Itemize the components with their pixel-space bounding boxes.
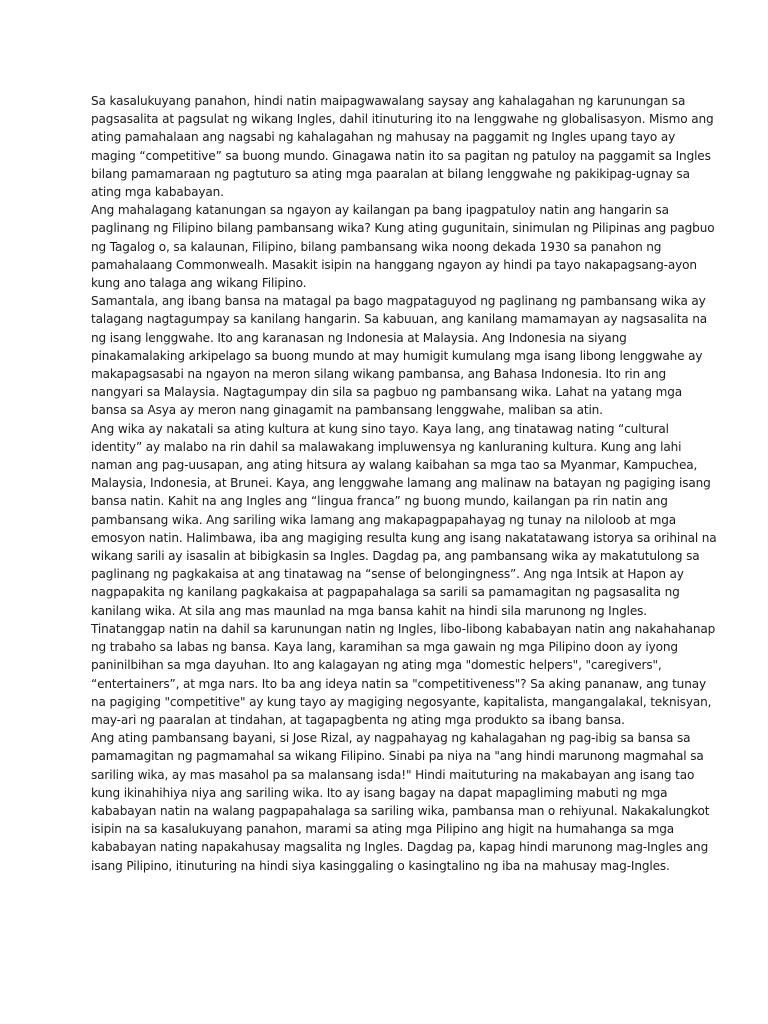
text-line: bansa natin. Kahit na ang Ingles ang “lingua franca” ng buong mundo, kailangan pa rin natin ang — [91, 494, 668, 509]
paragraph-3 — [91, 292, 708, 419]
text-line: nangyari sa Malaysia. Nagtagumpay din sila sa pagbuo ng pambansang wika. Lahat na yatang mga — [91, 385, 683, 400]
text-line: “entertainers”, at mga nars. Ito ba ang ideya natin sa "competitiveness"? Sa aking pananaw, ang tunay — [91, 676, 706, 691]
paragraph-2 — [91, 201, 715, 292]
text-line: may-ari ng paaralan at tindahan, at tagapagbenta ng ating mga produkto sa ibang bansa. — [91, 712, 625, 727]
text-line: bilang pamamaraan ng pagtuturo sa ating mga paaralan at bilang lenggwahe ng pakikipag-ugnay sa — [91, 166, 690, 181]
document-body — [91, 92, 717, 875]
text-line: kababayan natin na walang pagpapahalaga sa sariling wika, pambansa man o rehiyunal. Nakakalungkot — [91, 803, 710, 818]
text-line: nagpapakita ng kanilang pagkakaisa at pagpapahalaga sa sarili sa pamamagitan ng pagsasalita ng — [91, 585, 680, 600]
text-line: paglinang ng pagkakaisa at ang tinatawag na “sense of belongingness”. Ang nga Intsik at Hapon ay — [91, 567, 684, 582]
text-line: emosyon natin. Halimbawa, iba ang magiging resulta kung ang isang nakatatawang istorya sa orihinal na — [91, 530, 717, 545]
text-line: pinakamalaking arkipelago sa buong mundo at may humigit kumulang mga isang libong lenggwahe ay — [91, 348, 703, 363]
text-line: ating mga kababayan. — [91, 185, 224, 200]
text-line: maging “competitive” sa buong mundo. Ginagawa natin ito sa pagitan ng patuloy na paggamit sa Ingles — [91, 148, 711, 163]
text-line: isipin na sa kasalukuyang panahon, marami sa ating mga Pilipino ang higit na humahanga sa mga — [91, 822, 675, 837]
text-line: paninilbihan sa mga dayuhan. Ito ang kalagayan ng ating mga "domestic helpers", "caregivers", — [91, 658, 662, 673]
paragraph-4 — [91, 420, 717, 620]
text-line: pamamagitan ng pagmamahal sa wikang Filipino. Sinabi pa niya na "ang hindi marunong magmahal sa — [91, 749, 704, 764]
text-line: identity” ay malabo na rin dahil sa malawakang impluwensya ng kanluraning kultura. Kung ang lahi — [91, 439, 682, 454]
text-line: isang Pilipino, itinuturing na hindi siya kasinggaling o kasingtalino ng iba na mahusay mag-Ingles. — [91, 858, 670, 873]
text-line: Malaysia, Indonesia, at Brunei. Kaya, ang lenggwahe lamang ang malinaw na batayan ng pagiging isang — [91, 476, 711, 491]
text-line: pagsasalita at pagsulat ng wikang Ingles, dahil itinuturing ito na lenggwahe ng globalisasyon. Mismo ang — [91, 112, 714, 127]
text-line: kung ikinahihiya niya ang sariling wika. Ito ay isang bagay na dapat mapagliming mabuti ng mga — [91, 785, 668, 800]
text-line: Samantala, ang ibang bansa na matagal pa bago magpataguyod ng paglinang ng pambansang wika ay — [91, 294, 706, 309]
text-line: talagang nagtagumpay sa kanilang hangarin. Sa kabuuan, ang kanilang mamamayan ay nagsasalita na — [91, 312, 708, 327]
text-line: makapagsasabi na ngayon na meron silang wikang pambansa, ang Bahasa Indonesia. Ito rin ang — [91, 367, 666, 382]
text-line: ng Tagalog o, sa kalaunan, Filipino, bilang pambansang wika noong dekada 1930 sa panahon ng — [91, 239, 662, 254]
text-line: kanilang wika. At sila ang mas maunlad na mga bansa kahit na hindi sila marunong ng Ingles. — [91, 603, 647, 618]
text-line: ng trabaho sa labas ng bansa. Kaya lang, karamihan sa mga gawain ng mga Pilipino doon ay iyong — [91, 640, 678, 655]
text-line: pamahalaang Commonwealh. Masakit isipin na hanggang ngayon ay hindi pa tayo nakapagsang-ayon — [91, 257, 697, 272]
paragraph-1 — [91, 92, 714, 201]
text-line: pambansang wika. Ang sariling wika lamang ang makapagpapahayag ng tunay na niloloob at mga — [91, 512, 677, 527]
text-line: Ang mahalagang katanungan sa ngayon ay kailangan pa bang ipagpatuloy natin ang hangarin sa — [91, 203, 669, 218]
text-line: paglinang ng Filipino bilang pambansang wika? Kung ating gugunitain, sinimulan ng Pilipinas ang pagbuo — [91, 221, 715, 236]
text-line: na pagiging "competitive" ay kung tayo ay magiging negosyante, kapitalista, mangangalakal, teknisyan, — [91, 694, 712, 709]
text-line: bansa sa Asya ay meron nang ginagamit na pambansang lenggwahe, maliban sa atin. — [91, 403, 603, 418]
text-line: naman ang pag-uusapan, ang ating hitsura ay walang kaibahan sa mga tao sa Myanmar, Kampuchea, — [91, 458, 698, 473]
paragraph-5 — [91, 620, 716, 729]
text-line: Ang ating pambansang bayani, si Jose Rizal, ay nagpahayag ng kahalagahan ng pag-ibig sa bansa sa — [91, 731, 691, 746]
text-line: wikang sarili ay isasalin at bibigkasin sa Ingles. Dagdag pa, ang pambansang wika ay makatutulong sa — [91, 549, 700, 564]
text-line: kababayan nating napakahusay magsalita ng Ingles. Dagdag pa, kapag hindi marunong mag-Ingles ang — [91, 840, 709, 855]
text-line: kung ano talaga ang wikang Filipino. — [91, 276, 307, 291]
text-line: sariling wika, ay mas masahol pa sa malansang isda!" Hindi maituturing na makabayan ang isang tao — [91, 767, 695, 782]
paragraph-6 — [91, 729, 710, 875]
text-line: ating pamahalaan ang nagsabi ng kahalagahan ng mahusay na paggamit ng Ingles upang tayo ay — [91, 130, 676, 145]
text-line: Sa kasalukuyang panahon, hindi natin maipagwawalang saysay ang kahalagahan ng karunungan sa — [91, 94, 686, 108]
text-line: Ang wika ay nakatali sa ating kultura at kung sino tayo. Kaya lang, ang tinatawag nating “cultural — [91, 421, 669, 436]
text-line: Tinatanggap natin na dahil sa karunungan natin ng Ingles, libo-libong kababayan natin ang nakahahanap — [91, 621, 716, 636]
text-line: ng isang lenggwahe. Ito ang karanasan ng Indonesia at Malaysia. Ang Indonesia na siyang — [91, 330, 627, 345]
